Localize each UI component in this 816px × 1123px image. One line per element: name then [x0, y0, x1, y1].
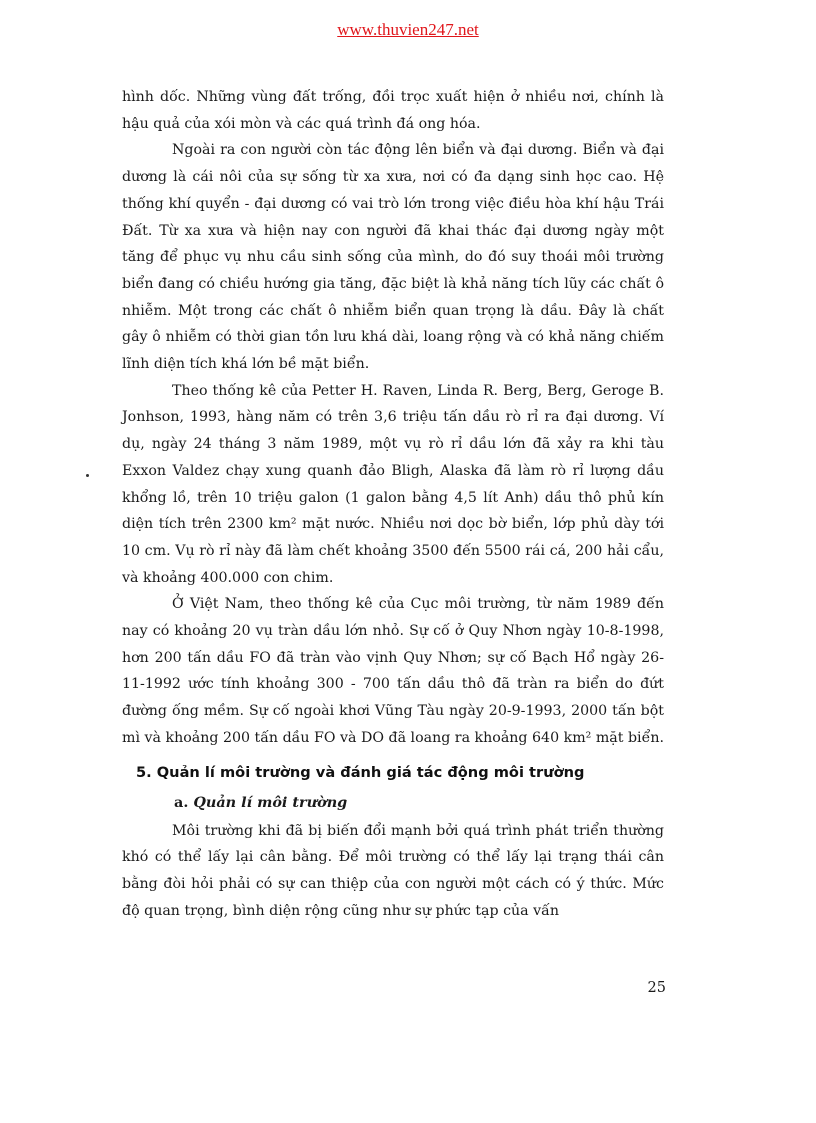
paragraph-4: Ở Việt Nam, theo thống kê của Cục môi trường, từ năm 1989 đến nay có khoảng 20 vụ tràn dầu lớn nhỏ. Sự cố ở Quy Nhơn ngày 10-8-1998, hơn 200 tấn dầu FO đã tràn vào vịnh Quy Nhơn; sự cố Bạch Hổ ngày 26-11-1992 ước tính khoảng 300 - 700 tấn dầu thô đã tràn ra biển do đứt đường ống mềm. Sự cố ngoài khơi Vũng Tàu ngày 20-9-1993, 2000 tấn bột mì và khoảng 200 tấn dầu FO và DO đã loang ra khoảng 640 km² mặt biển.	[122, 596, 664, 746]
page-number: 25	[647, 980, 666, 996]
subsection-number: a.	[174, 793, 189, 811]
site-url-link[interactable]: www.thuvien247.net	[337, 20, 479, 39]
paragraph-5: Môi trường khi đã bị biến đổi mạnh bởi quá trình phát triển thường khó có thể lấy lại cân bằng. Để môi trường có thể lấy lại trạng thái cân bằng đòi hỏi phải có sự can thiệp của con người một cách có ý thức. Mức độ quan trọng, bình diện rộng cũng như sự phức tạp của vấn	[122, 822, 664, 919]
margin-mark	[86, 474, 89, 477]
paragraph-1: hình dốc. Những vùng đất trống, đồi trọc xuất hiện ở nhiều nơi, chính là hậu quả của xói mòn và các quá trình đá ong hóa.	[122, 89, 664, 132]
section-heading: 5. Quản lí môi trường và đánh giá tác động môi trường	[136, 763, 585, 781]
subsection-heading	[174, 790, 664, 816]
paragraph-2: Ngoài ra con người còn tác động lên biển và đại dương. Biển và đại dương là cái nôi của sự sống từ xa xưa, nơi có đa dạng sinh học cao. Hệ thống khí quyển - đại dương có vai trò lớn trong việc điều hòa khí hậu Trái Đất. Từ xa xưa và hiện nay con người đã khai thác đại dương ngày một tăng để phục vụ nhu cầu sinh sống của mình, do đó suy thoái môi trường biển đang có chiều hướng gia tăng, đặc biệt là khả năng tích lũy các chất ô nhiễm. Một trong các chất ô nhiễm biển quan trọng là dầu. Đây là chất gây ô nhiễm có thời gian tồn lưu khá dài, loang rộng và có khả năng chiếm lĩnh diện tích khá lớn bề mặt biển.	[122, 142, 664, 373]
page-body	[122, 84, 664, 924]
subsection-title: Quản lí môi trường	[193, 793, 348, 811]
paragraph-3: Theo thống kê của Petter H. Raven, Linda R. Berg, Berg, Geroge B. Jonhson, 1993, hàng năm có trên 3,6 triệu tấn dầu rò rỉ ra đại dương. Ví dụ, ngày 24 tháng 3 năm 1989, một vụ rò rỉ dầu lớn đã xảy ra khi tàu Exxon Valdez chạy xung quanh đảo Bligh, Alaska đã làm rò rỉ lượng dầu khổng lồ, trên 10 triệu galon (1 galon bằng 4,5 lít Anh) dầu thô phủ kín diện tích trên 2300 km² mặt nước. Nhiều nơi dọc bờ biển, lớp phủ dày tới 10 cm. Vụ rò rỉ này đã làm chết khoảng 3500 đến 5500 rái cá, 200 hải cẩu, và khoảng 400.000 con chim.	[122, 382, 664, 586]
